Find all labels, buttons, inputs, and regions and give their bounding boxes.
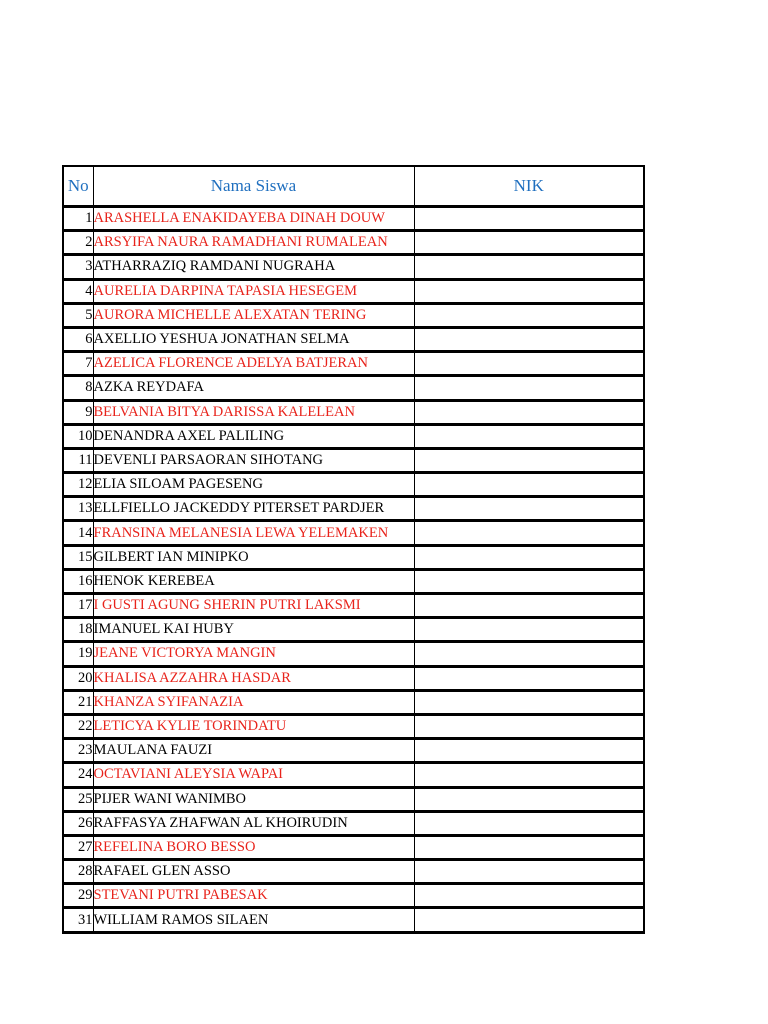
student-name: MAULANA FAUZI	[93, 739, 414, 763]
table-row	[63, 448, 644, 472]
table-row	[63, 327, 644, 351]
nik-cell[interactable]	[414, 690, 644, 714]
column-header-name: Nama Siswa	[93, 166, 414, 207]
row-number: 25	[63, 787, 93, 811]
student-name: LETICYA KYLIE TORINDATU	[93, 714, 414, 738]
row-number: 22	[63, 714, 93, 738]
student-name: ELLFIELLO JACKEDDY PITERSET PARDJER	[93, 497, 414, 521]
row-number: 9	[63, 400, 93, 424]
student-name: REFELINA BORO BESSO	[93, 835, 414, 859]
table-row	[63, 303, 644, 327]
student-name: RAFFASYA ZHAFWAN AL KHOIRUDIN	[93, 811, 414, 835]
nik-cell[interactable]	[414, 327, 644, 351]
student-name: HENOK KEREBEA	[93, 569, 414, 593]
row-number: 16	[63, 569, 93, 593]
table-row	[63, 473, 644, 497]
row-number: 14	[63, 521, 93, 545]
table-row	[63, 908, 644, 932]
student-name: GILBERT IAN MINIPKO	[93, 545, 414, 569]
student-name: DEVENLI PARSAORAN SIHOTANG	[93, 448, 414, 472]
table-row	[63, 279, 644, 303]
nik-cell[interactable]	[414, 497, 644, 521]
nik-cell[interactable]	[414, 448, 644, 472]
row-number: 4	[63, 279, 93, 303]
table-row	[63, 860, 644, 884]
nik-cell[interactable]	[414, 594, 644, 618]
row-number: 21	[63, 690, 93, 714]
column-header-nik: NIK	[414, 166, 644, 207]
row-number: 5	[63, 303, 93, 327]
nik-cell[interactable]	[414, 231, 644, 255]
nik-cell[interactable]	[414, 376, 644, 400]
row-number: 2	[63, 231, 93, 255]
student-name: I GUSTI AGUNG SHERIN PUTRI LAKSMI	[93, 594, 414, 618]
row-number: 17	[63, 594, 93, 618]
nik-cell[interactable]	[414, 207, 644, 231]
student-name: DENANDRA AXEL PALILING	[93, 424, 414, 448]
table-row	[63, 642, 644, 666]
nik-cell[interactable]	[414, 473, 644, 497]
table-row	[63, 666, 644, 690]
table-row	[63, 376, 644, 400]
row-number: 20	[63, 666, 93, 690]
nik-cell[interactable]	[414, 860, 644, 884]
row-number: 10	[63, 424, 93, 448]
student-name: STEVANI PUTRI PABESAK	[93, 884, 414, 908]
row-number: 11	[63, 448, 93, 472]
student-name: ARSYIFA NAURA RAMADHANI RUMALEAN	[93, 231, 414, 255]
nik-cell[interactable]	[414, 424, 644, 448]
nik-cell[interactable]	[414, 666, 644, 690]
student-name: ELIA SILOAM PAGESENG	[93, 473, 414, 497]
student-name: JEANE VICTORYA MANGIN	[93, 642, 414, 666]
nik-cell[interactable]	[414, 569, 644, 593]
student-name: AURELIA DARPINA TAPASIA HESEGEM	[93, 279, 414, 303]
table-header-row	[63, 166, 644, 207]
nik-cell[interactable]	[414, 400, 644, 424]
table-row	[63, 231, 644, 255]
student-name: PIJER WANI WANIMBO	[93, 787, 414, 811]
table-row	[63, 352, 644, 376]
table-row	[63, 618, 644, 642]
student-name: BELVANIA BITYA DARISSA KALELEAN	[93, 400, 414, 424]
student-table	[62, 165, 645, 934]
nik-cell[interactable]	[414, 279, 644, 303]
table-row	[63, 207, 644, 231]
student-name: AZKA REYDAFA	[93, 376, 414, 400]
table-row	[63, 521, 644, 545]
student-name: KHALISA AZZAHRA HASDAR	[93, 666, 414, 690]
table-row	[63, 739, 644, 763]
table-row	[63, 497, 644, 521]
row-number: 15	[63, 545, 93, 569]
student-name: IMANUEL KAI HUBY	[93, 618, 414, 642]
row-number: 24	[63, 763, 93, 787]
row-number: 6	[63, 327, 93, 351]
row-number: 1	[63, 207, 93, 231]
nik-cell[interactable]	[414, 811, 644, 835]
row-number: 8	[63, 376, 93, 400]
student-name: ATHARRAZIQ RAMDANI NUGRAHA	[93, 255, 414, 279]
student-name: AXELLIO YESHUA JONATHAN SELMA	[93, 327, 414, 351]
table-row	[63, 690, 644, 714]
table-row	[63, 545, 644, 569]
column-header-no: No	[63, 166, 93, 207]
row-number: 7	[63, 352, 93, 376]
nik-cell[interactable]	[414, 835, 644, 859]
nik-cell[interactable]	[414, 739, 644, 763]
row-number: 28	[63, 860, 93, 884]
nik-cell[interactable]	[414, 787, 644, 811]
row-number: 19	[63, 642, 93, 666]
table-row	[63, 884, 644, 908]
table-row	[63, 400, 644, 424]
nik-cell[interactable]	[414, 763, 644, 787]
table-row	[63, 714, 644, 738]
student-name: OCTAVIANI ALEYSIA WAPAI	[93, 763, 414, 787]
student-name: WILLIAM RAMOS SILAEN	[93, 908, 414, 932]
table-row	[63, 835, 644, 859]
table-row	[63, 594, 644, 618]
student-name: FRANSINA MELANESIA LEWA YELEMAKEN	[93, 521, 414, 545]
row-number: 23	[63, 739, 93, 763]
student-name: RAFAEL GLEN ASSO	[93, 860, 414, 884]
nik-cell[interactable]	[414, 303, 644, 327]
nik-cell[interactable]	[414, 521, 644, 545]
nik-cell[interactable]	[414, 545, 644, 569]
row-number: 12	[63, 473, 93, 497]
table-body	[63, 207, 644, 933]
nik-cell[interactable]	[414, 642, 644, 666]
row-number: 3	[63, 255, 93, 279]
nik-cell[interactable]	[414, 618, 644, 642]
student-name: AZELICA FLORENCE ADELYA BATJERAN	[93, 352, 414, 376]
student-name: ARASHELLA ENAKIDAYEBA DINAH DOUW	[93, 207, 414, 231]
row-number: 27	[63, 835, 93, 859]
nik-cell[interactable]	[414, 255, 644, 279]
table-row	[63, 763, 644, 787]
table-row	[63, 424, 644, 448]
table-row	[63, 787, 644, 811]
row-number: 13	[63, 497, 93, 521]
row-number: 29	[63, 884, 93, 908]
student-name: AURORA MICHELLE ALEXATAN TERING	[93, 303, 414, 327]
student-name: KHANZA SYIFANAZIA	[93, 690, 414, 714]
row-number: 26	[63, 811, 93, 835]
nik-cell[interactable]	[414, 352, 644, 376]
row-number: 18	[63, 618, 93, 642]
table-row	[63, 255, 644, 279]
nik-cell[interactable]	[414, 714, 644, 738]
row-number: 31	[63, 908, 93, 932]
nik-cell[interactable]	[414, 908, 644, 932]
nik-cell[interactable]	[414, 884, 644, 908]
table-row	[63, 811, 644, 835]
table-row	[63, 569, 644, 593]
